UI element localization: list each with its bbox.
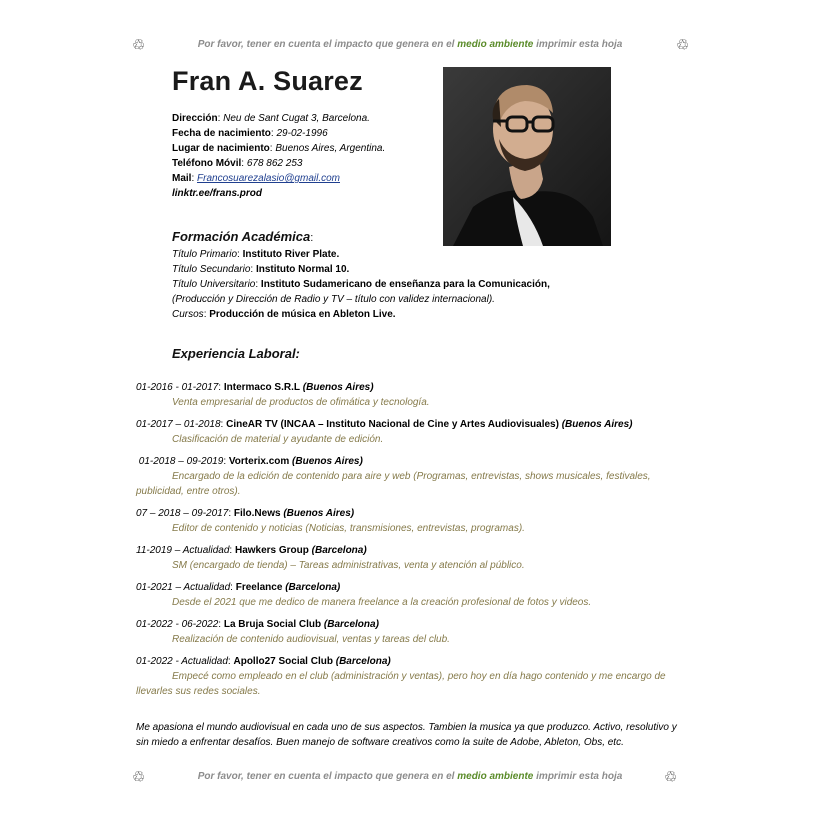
- job-entry: 01-2016 - 01-2017: Intermaco S.R.L (Buenos Aires) Venta empresarial de productos de ofimática y tecnología.: [136, 382, 430, 408]
- experience-title: Experiencia Laboral:: [172, 346, 300, 361]
- recycle-icon: ♲: [132, 36, 146, 54]
- recycle-icon: ♲: [132, 768, 146, 786]
- recycle-icon: ♲: [664, 768, 678, 786]
- job-entry: 01-2021 – Actualidad: Freelance (Barcelona) Desde el 2021 que me dedico de manera freelance a la creación profesional de fotos y videos.: [136, 582, 592, 608]
- job-entry: 01-2022 - 06-2022: La Bruja Social Club (Barcelona) Realización de contenido audiovisual, ventas y tareas del club.: [136, 619, 450, 645]
- job-entry: 01-2022 - Actualidad: Apollo27 Social Club (Barcelona) Empecé como empleado en el club (administración y ventas), pero hoy en día hago contenido y me encargo de llevarles sus redes sociales.: [136, 656, 666, 697]
- profile-photo: [443, 67, 611, 246]
- eco-notice-top: [0, 36, 820, 56]
- portrait-image: [443, 67, 611, 246]
- education-section: Formación Académica: Título Primario: Instituto River Plate. Título Secundario: Instituto Normal 10. Título Universitario: Instituto Sudamericano de enseñanza para la Comunicación, (Producción y Dirección de Radio y TV – título con validez internacional). Cursos: Producción de música en Ableton Live.: [172, 229, 550, 320]
- job-entry: 07 – 2018 – 09-2017: Filo.News (Buenos Aires) Editor de contenido y noticias (Noticias, transmisiones, entrevistas, programas).: [136, 508, 525, 534]
- job-entry: 01-2018 – 09-2019: Vorterix.com (Buenos Aires) Encargado de la edición de contenido para aire y web (Programas, entrevistas, shows musicales, festivales, publicidad, entre otros).: [136, 456, 651, 497]
- email-link[interactable]: Francosuarezalasio@gmail.com: [197, 173, 340, 184]
- candidate-name: Fran A. Suarez: [172, 66, 363, 96]
- recycle-icon: ♲: [676, 36, 690, 54]
- experience-list: [136, 380, 696, 706]
- eco-notice-text: Por favor, tener en cuenta el impacto que genera en el medio ambiente imprimir esta hoja: [197, 39, 623, 50]
- linktree-link[interactable]: linktr.ee/frans.prod: [172, 188, 263, 199]
- job-entry: 11-2019 – Actualidad: Hawkers Group (Barcelona) SM (encargado de tienda) – Tareas administrativas, venta y atención al público.: [136, 545, 525, 571]
- contact-info: Dirección: Neu de Sant Cugat 3, Barcelona. Fecha de nacimiento: 29-02-1996 Lugar de nacimiento: Buenos Aires, Argentina. Teléfono Móvil: 678 862 253 Mail: Francosuarezalasio@gmail.com linktr.ee/frans.prod: [172, 113, 386, 199]
- profile-summary: Me apasiona el mundo audiovisual en cada uno de sus aspectos. Tambien la musica ya que produzco. Activo, resolutivo y sin miedo a enfrentar desafíos. Buen manejo de software creativos como la suite de Adobe, Ableton, Obs, etc.: [136, 722, 677, 748]
- job-entry: 01-2017 – 01-2018: CineAR TV (INCAA – Instituto Nacional de Cine y Artes Audiovisuales) (Buenos Aires) Clasificación de material y ayudante de edición.: [136, 419, 633, 445]
- eco-notice-bottom: [0, 768, 820, 788]
- education-title: Formación Académica: [172, 229, 311, 244]
- eco-notice-text: Por favor, tener en cuenta el impacto que genera en el medio ambiente imprimir esta hoja: [197, 771, 623, 782]
